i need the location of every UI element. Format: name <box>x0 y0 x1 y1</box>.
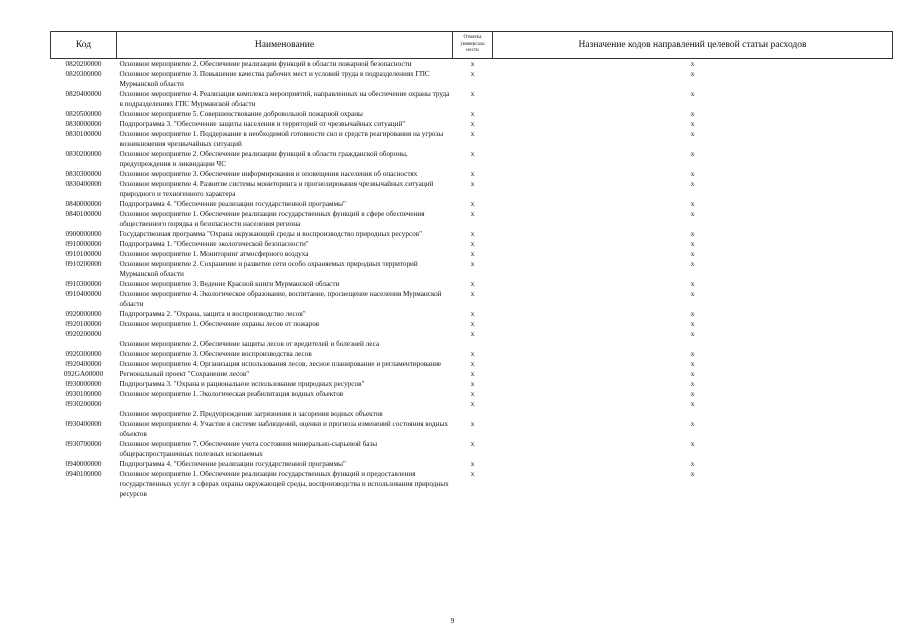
row-purpose: x <box>690 320 695 328</box>
header-name: Наименование <box>117 32 453 59</box>
row-name: Основное мероприятие 1. Обеспечение реализации государственных функций и предоставления государственных услуг в сферах охраны окружающей среды, воспроизводства и использования природных ресурсов <box>119 470 449 498</box>
row-purpose: x <box>690 110 695 118</box>
row-name <box>117 399 453 409</box>
row-code: 0930100000 <box>65 390 102 398</box>
row-universal-mark: x <box>470 120 475 128</box>
row-purpose: x <box>690 210 695 218</box>
row-code <box>51 409 117 419</box>
row-name: Основное мероприятие 5. Совершенствование добровольной пожарной охраны <box>119 110 363 118</box>
row-universal-mark <box>453 339 493 349</box>
row-purpose: x <box>690 370 695 378</box>
row-name: Основное мероприятие 2. Предупреждение загрязнения и засорения водных объектов <box>119 410 383 418</box>
table-row <box>51 119 893 129</box>
row-name: Основное мероприятие 3. Обеспечение информирования и оповещения населения об опасностях <box>119 170 418 178</box>
table-row <box>51 389 893 399</box>
table-row <box>51 129 893 149</box>
row-universal-mark: x <box>470 250 475 258</box>
table-row <box>51 369 893 379</box>
row-name: Подпрограмма 2. "Охрана, защита и воспроизводство лесов" <box>119 310 306 318</box>
table-row <box>51 309 893 319</box>
row-code: 0830200000 <box>65 150 102 158</box>
row-purpose: x <box>690 170 695 178</box>
table-row <box>51 239 893 249</box>
row-name: Основное мероприятие 2. Сохранение и развитие сети особо охраняемых природных территорий Мурманской области <box>119 260 418 278</box>
table-row <box>51 379 893 389</box>
row-name: Основное мероприятие 1. Обеспечение реализации государственных функций в сфере обеспечения общественного порядка и безопасности населения региона <box>119 210 425 228</box>
row-code: 0900000000 <box>65 230 102 238</box>
row-universal-mark: x <box>470 460 475 468</box>
row-code: 0820300000 <box>65 70 102 78</box>
table-row <box>51 109 893 119</box>
row-code: 0920200000 <box>65 330 102 338</box>
row-universal-mark: x <box>470 60 475 68</box>
row-name: Подпрограмма 4. "Обеспечение реализации государственной программы" <box>119 460 346 468</box>
row-code: 0930200000 <box>65 400 102 408</box>
row-purpose: x <box>690 440 695 448</box>
table-row <box>51 469 893 499</box>
row-universal-mark: x <box>470 440 475 448</box>
row-universal-mark: x <box>470 70 475 78</box>
row-universal-mark <box>453 409 493 419</box>
row-code: 0820400000 <box>65 90 102 98</box>
row-code <box>51 339 117 349</box>
row-name: Основное мероприятие 2. Обеспечение защиты лесов от вредителей и болезней леса <box>119 340 380 348</box>
row-code: 0920300000 <box>65 350 102 358</box>
table-row <box>51 229 893 239</box>
row-name: Основное мероприятие 2. Обеспечение реализации функций в области гражданской обороны, предупреждения и ликвидации ЧС <box>119 150 408 168</box>
row-universal-mark: x <box>470 330 475 338</box>
row-universal-mark: x <box>470 210 475 218</box>
row-purpose: x <box>690 380 695 388</box>
row-name: Подпрограмма 1. "Обеспечение экологической безопасности" <box>119 240 309 248</box>
table-row <box>51 359 893 369</box>
table-row <box>51 419 893 439</box>
table-row <box>51 289 893 309</box>
header-universal-mark: Отметка универсаль ности <box>453 32 493 59</box>
row-purpose: x <box>690 400 695 408</box>
row-name: Основное мероприятие 3. Повышение качества рабочих мест и условий труда в подразделениях ГПС Мурманской области <box>119 70 430 88</box>
row-purpose: x <box>690 310 695 318</box>
row-purpose: x <box>690 280 695 288</box>
row-name: Основное мероприятие 1. Мониторинг атмосферного воздуха <box>119 250 309 258</box>
row-universal-mark: x <box>470 380 475 388</box>
row-code: 0910300000 <box>65 280 102 288</box>
row-purpose <box>493 409 893 419</box>
row-universal-mark: x <box>470 200 475 208</box>
row-code: 0820500000 <box>65 110 102 118</box>
row-code: 0920100000 <box>65 320 102 328</box>
row-code: 0830000000 <box>65 120 102 128</box>
row-name <box>117 329 453 339</box>
row-code: 0930000000 <box>65 380 102 388</box>
row-code: 0910400000 <box>65 290 102 298</box>
row-name: Государственная программа "Охрана окружающей среды и воспроизводство природных ресурсов" <box>119 230 423 238</box>
row-name: Основное мероприятие 4. Организация использования лесов, лесное планирование и регламентирование <box>119 360 442 368</box>
row-universal-mark: x <box>470 310 475 318</box>
row-code: 0830400000 <box>65 180 102 188</box>
table-header-row <box>51 32 893 59</box>
row-universal-mark: x <box>470 240 475 248</box>
row-code: 0910200000 <box>65 260 102 268</box>
table-row <box>51 409 893 419</box>
table-row <box>51 69 893 89</box>
row-name: Основное мероприятие 7. Обеспечение учета состояния минерально-сырьевой базы общераспространенных полезных ископаемых <box>119 440 378 458</box>
row-universal-mark: x <box>470 320 475 328</box>
row-purpose: x <box>690 260 695 268</box>
row-name: Региональный проект "Сохранение лесов" <box>119 370 250 378</box>
row-universal-mark: x <box>470 110 475 118</box>
row-name: Основное мероприятие 2. Обеспечение реализации функций в области пожарной безопасности <box>119 60 412 68</box>
row-universal-mark: x <box>470 350 475 358</box>
row-purpose: x <box>690 420 695 428</box>
row-universal-mark: x <box>470 170 475 178</box>
row-name: Основное мероприятие 1. Обеспечение охраны лесов от пожаров <box>119 320 320 328</box>
table-row <box>51 179 893 199</box>
table-row <box>51 199 893 209</box>
table-row <box>51 399 893 409</box>
table-row <box>51 459 893 469</box>
row-purpose: x <box>690 290 695 298</box>
row-code: 0920000000 <box>65 310 102 318</box>
table-row <box>51 259 893 279</box>
row-code: 0920400000 <box>65 360 102 368</box>
row-name: Основное мероприятие 4. Экологическое образование, воспитание, просвещение населения Мурманской области <box>119 290 442 308</box>
row-purpose: x <box>690 460 695 468</box>
row-code: 0930400000 <box>65 420 102 428</box>
row-purpose: x <box>690 470 695 478</box>
row-universal-mark: x <box>470 470 475 478</box>
table-row <box>51 249 893 259</box>
row-universal-mark: x <box>470 230 475 238</box>
table-row <box>51 339 893 349</box>
row-name: Основное мероприятие 3. Обеспечение воспроизводства лесов <box>119 350 312 358</box>
row-code: 0940000000 <box>65 460 102 468</box>
row-code: 0910100000 <box>65 250 102 258</box>
row-universal-mark: x <box>470 260 475 268</box>
row-universal-mark: x <box>470 180 475 188</box>
row-code: 0940100000 <box>65 470 102 478</box>
header-code: Код <box>51 32 117 59</box>
row-purpose: x <box>690 330 695 338</box>
table-row <box>51 349 893 359</box>
row-purpose: x <box>690 90 695 98</box>
table-row <box>51 89 893 109</box>
row-universal-mark: x <box>470 280 475 288</box>
row-name: Подпрограмма 4. "Обеспечение реализации государственной программы" <box>119 200 346 208</box>
row-code: 092GA00000 <box>63 370 104 378</box>
row-purpose <box>493 339 893 349</box>
row-code: 0820200000 <box>65 60 102 68</box>
row-code: 0830100000 <box>65 130 102 138</box>
row-universal-mark: x <box>470 390 475 398</box>
row-code: 0910000000 <box>65 240 102 248</box>
table-row <box>51 209 893 229</box>
row-universal-mark: x <box>470 400 475 408</box>
table-row <box>51 149 893 169</box>
row-purpose: x <box>690 240 695 248</box>
header-purpose: Назначение кодов направлений целевой статьи расходов <box>493 32 893 59</box>
row-purpose: x <box>690 120 695 128</box>
row-code: 0840100000 <box>65 210 102 218</box>
row-universal-mark: x <box>470 90 475 98</box>
table-row <box>51 169 893 179</box>
row-purpose: x <box>690 250 695 258</box>
row-name: Основное мероприятие 4. Реализация комплекса мероприятий, направленных на обеспечение охраны труда в подразделениях ГПС Мурманской области <box>119 90 450 108</box>
row-purpose: x <box>690 230 695 238</box>
table-row <box>51 279 893 289</box>
row-purpose: x <box>690 350 695 358</box>
row-purpose: x <box>690 360 695 368</box>
page-number: 9 <box>450 616 455 625</box>
row-code: 0930700000 <box>65 440 102 448</box>
row-purpose: x <box>690 390 695 398</box>
row-code: 0840000000 <box>65 200 102 208</box>
row-purpose: x <box>690 180 695 188</box>
row-purpose: x <box>690 130 695 138</box>
row-name: Подпрограмма 3. "Охрана и рациональное использование природных ресурсов" <box>119 380 365 388</box>
row-name: Основное мероприятие 1. Экологическая реабилитация водных объектов <box>119 390 344 398</box>
row-name: Основное мероприятие 4. Участие в системе наблюдений, оценки и прогноза изменений состояния водных объектов <box>119 420 448 438</box>
row-purpose: x <box>690 200 695 208</box>
row-universal-mark: x <box>470 130 475 138</box>
row-purpose: x <box>690 60 695 68</box>
table-row <box>51 59 893 70</box>
table-row <box>51 329 893 339</box>
table-row <box>51 319 893 329</box>
table-row <box>51 439 893 459</box>
table-body <box>51 59 893 500</box>
row-name: Подпрограмма 3. "Обеспечение защиты населения и территорий от чрезвычайных ситуаций" <box>119 120 406 128</box>
row-universal-mark: x <box>470 370 475 378</box>
row-universal-mark: x <box>470 290 475 298</box>
expense-codes-table <box>50 31 893 499</box>
row-universal-mark: x <box>470 420 475 428</box>
row-universal-mark: x <box>470 360 475 368</box>
row-name: Основное мероприятие 1. Поддержание в необходимой готовности сил и средств реагирования на угрозы возникновения чрезвычайных ситуаций <box>119 130 444 148</box>
expense-codes-table-container <box>50 31 892 499</box>
row-name: Основное мероприятие 3. Ведение Красной книги Мурманской области <box>119 280 340 288</box>
row-universal-mark: x <box>470 150 475 158</box>
row-code: 0830300000 <box>65 170 102 178</box>
row-name: Основное мероприятие 4. Развитие системы мониторинга и прогнозирования чрезвычайных ситуаций природного и техногенного характера <box>119 180 434 198</box>
row-purpose: x <box>690 150 695 158</box>
row-purpose: x <box>690 70 695 78</box>
